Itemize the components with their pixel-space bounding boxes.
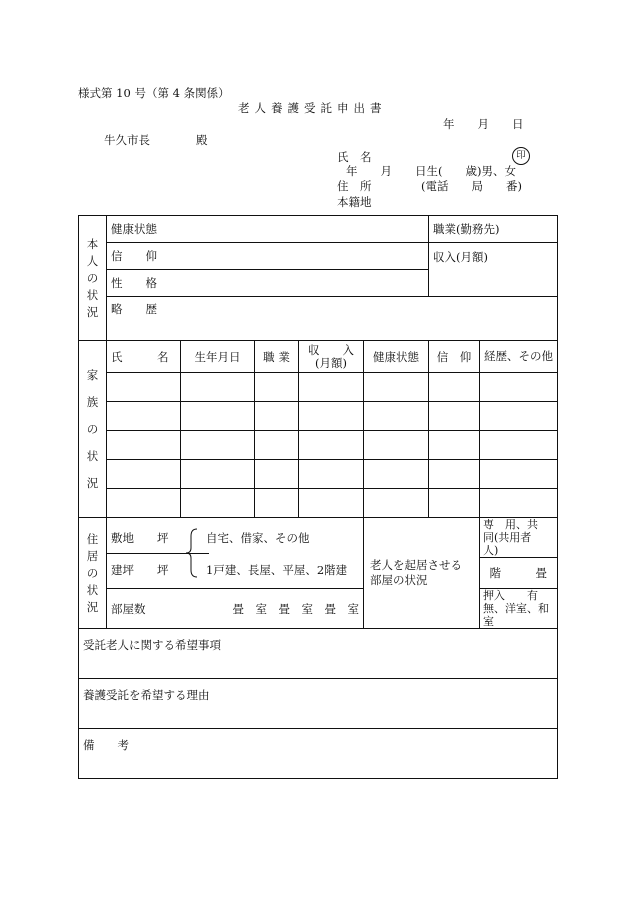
floor-area-field[interactable]: 建坪 坪	[111, 563, 169, 577]
family-cell[interactable]	[429, 489, 480, 518]
wishes-field[interactable]: 受託老人に関する希望事項	[79, 629, 558, 679]
elderly-room-label: 老人を起居させる部屋の状況	[364, 518, 480, 629]
faith-field[interactable]: 信 仰	[107, 243, 429, 270]
family-cell[interactable]	[299, 460, 364, 489]
birth-line: 年 月 日生( 歳)男、女	[346, 164, 516, 178]
family-cell[interactable]	[107, 460, 181, 489]
family-section-label: 家 族 の 状 況	[79, 341, 107, 518]
family-cell[interactable]	[364, 489, 429, 518]
history-field[interactable]: 略 歴	[107, 297, 558, 341]
address-label: 住 所	[337, 179, 372, 193]
family-cell[interactable]	[299, 402, 364, 431]
family-cell[interactable]	[480, 460, 558, 489]
table-row	[79, 460, 558, 489]
family-cell[interactable]	[181, 460, 255, 489]
family-cell[interactable]	[107, 373, 181, 402]
family-col-name: 氏 名	[107, 341, 181, 373]
rooms-field[interactable]	[107, 589, 364, 629]
family-cell[interactable]	[429, 460, 480, 489]
closet-field[interactable]: 押入 有無、洋室、和室	[480, 589, 558, 629]
family-cell[interactable]	[480, 373, 558, 402]
applicant-name-label: 氏 名	[337, 150, 372, 164]
family-cell[interactable]	[255, 373, 299, 402]
exclusive-shared-field[interactable]: 専 用、共 同(共用者 人)	[480, 518, 558, 558]
phone-line: (電話 局 番)	[421, 179, 522, 193]
ownership-options[interactable]: 自宅、借家、その他	[206, 531, 310, 545]
family-col-health: 健康状態	[364, 341, 429, 373]
health-field[interactable]: 健康状態	[107, 216, 429, 243]
application-form-table	[78, 215, 565, 779]
family-cell[interactable]	[480, 431, 558, 460]
family-cell[interactable]	[429, 402, 480, 431]
family-cell[interactable]	[255, 489, 299, 518]
site-area-field[interactable]: 敷地 坪	[111, 531, 169, 545]
family-cell[interactable]	[299, 373, 364, 402]
family-cell[interactable]	[480, 489, 558, 518]
family-cell[interactable]	[364, 373, 429, 402]
table-row	[79, 489, 558, 518]
table-row	[79, 402, 558, 431]
rooms-label: 部屋数	[111, 601, 146, 616]
family-cell[interactable]	[364, 460, 429, 489]
housing-basic-cell	[107, 518, 364, 589]
family-cell[interactable]	[255, 460, 299, 489]
family-cell[interactable]	[429, 431, 480, 460]
family-col-income: 収 入 (月額)	[299, 341, 364, 373]
rooms-detail: 畳 室 畳 室 畳 室	[232, 601, 359, 616]
personality-field[interactable]: 性 格	[107, 270, 429, 297]
family-cell[interactable]	[181, 489, 255, 518]
date-line: 年 月 日	[443, 117, 524, 131]
reason-field[interactable]: 養護受託を希望する理由	[79, 679, 558, 729]
family-cell[interactable]	[364, 431, 429, 460]
family-cell[interactable]	[181, 431, 255, 460]
form-number: 様式第 10 号（第 4 条関係）	[78, 86, 230, 100]
building-type-options[interactable]: 1戸建、長屋、平屋、2階建	[206, 563, 348, 577]
table-row	[79, 431, 558, 460]
family-cell[interactable]	[181, 373, 255, 402]
occupation-field[interactable]: 職業(勤務先)	[429, 216, 558, 243]
family-cell[interactable]	[480, 402, 558, 431]
seal-mark: 印	[512, 147, 530, 165]
housing-section-label: 住 居 の 状 況	[79, 518, 107, 629]
family-col-faith: 信 仰	[429, 341, 480, 373]
domicile-label: 本籍地	[337, 195, 372, 209]
addressee: 牛久市長 殿	[104, 133, 208, 147]
family-cell[interactable]	[181, 402, 255, 431]
family-col-history: 経歴、その他	[480, 341, 558, 373]
family-cell[interactable]	[364, 402, 429, 431]
form-title: 老人養護受託申出書	[238, 101, 387, 115]
table-row	[79, 373, 558, 402]
family-cell[interactable]	[107, 431, 181, 460]
family-cell[interactable]	[107, 489, 181, 518]
brace-icon	[183, 528, 203, 578]
family-cell[interactable]	[255, 402, 299, 431]
family-cell[interactable]	[429, 373, 480, 402]
family-col-occupation: 職 業	[255, 341, 299, 373]
family-cell[interactable]	[299, 489, 364, 518]
floor-level-field[interactable]: 階 畳	[480, 558, 558, 589]
income-field[interactable]: 収入(月額)	[429, 243, 558, 297]
self-section-label: 本 人 の 状 況	[79, 216, 107, 341]
family-cell[interactable]	[107, 402, 181, 431]
family-col-birthdate: 生年月日	[181, 341, 255, 373]
family-cell[interactable]	[255, 431, 299, 460]
family-cell[interactable]	[299, 431, 364, 460]
remarks-field[interactable]: 備 考	[79, 729, 558, 779]
